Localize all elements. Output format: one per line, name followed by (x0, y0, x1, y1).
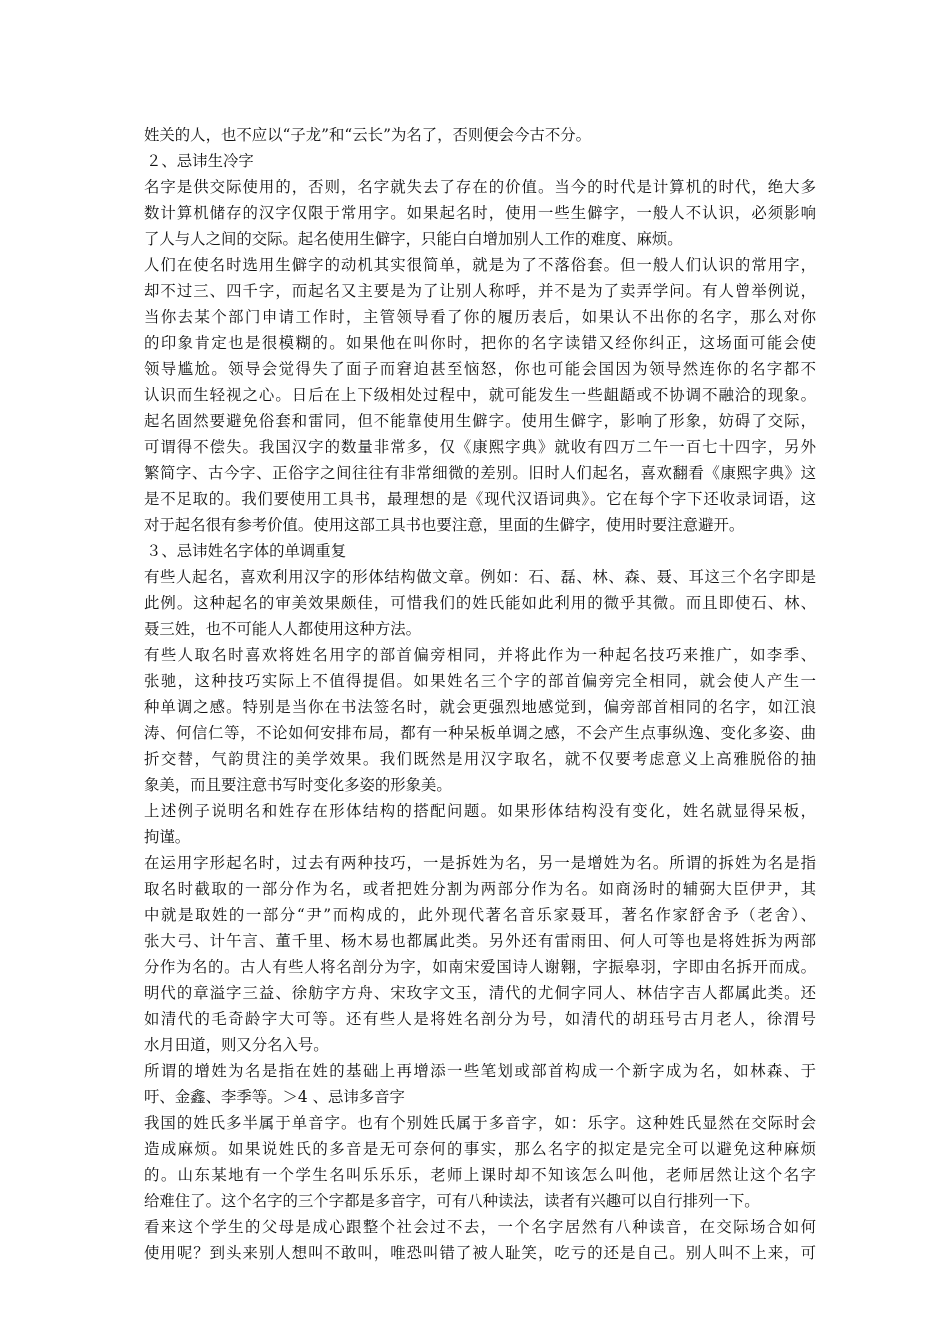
paragraph-line: 所谓的增姓为名是指在姓的基础上再增添一些笔划或部首构成一个新字成为名，如林森、于 (144, 1062, 816, 1080)
paragraph-line: 聂三姓，也不可能人人都使用这种方法。 (144, 620, 422, 638)
paragraph-line: 象美，而且要注意书写时变化多姿的形象美。 (144, 776, 452, 794)
paragraph-line: 的。山东某地有一个学生名叫乐乐乐，老师上课时却不知该怎么叫他，老师居然让这个名字 (144, 1166, 816, 1184)
paragraph-line: 繁简字、古今字、正俗字之间往往有非常细微的差别。旧时人们起名，喜欢翻看《康熙字典》这 (144, 464, 816, 482)
paragraph-line: 明代的章溢字三益、徐舫字方舟、宋玫字文玉，清代的尤侗字同人、林佶字吉人都属此类。还 (144, 984, 816, 1002)
paragraph-line: 造成麻烦。如果说姓氏的多音是无可奈何的事实，那么名字的拟定是完全可以避免这种麻烦 (144, 1140, 816, 1158)
paragraph-line: 中就是取姓的一部分“尹”而构成的，此外现代著名音乐家聂耳，著名作家舒舍予（老舍）、 (144, 906, 816, 924)
paragraph-line: 张驰，这种技巧实际上不值得提倡。如果姓名三个字的部首偏旁完全相同，就会使人产生一 (144, 672, 816, 690)
paragraph-line: 认识而生轻视之心。日后在上下级相处过程中，就可能发生一些龃龉或不协调不融洽的现象。 (144, 386, 816, 404)
paragraph-line: 有些人起名，喜欢利用汉字的形体结构做文章。例如：石、磊、林、森、聂、耳这三个名字即是 (144, 568, 816, 586)
paragraph-line: 当你去某个部门申请工作时，主管领导看了你的履历表后，如果认不出你的名字，那么对你 (144, 308, 816, 326)
section-heading: ２、忌讳生冷字 (146, 152, 254, 170)
paragraph-line: 涛、何信仁等，不论如何安排布局，都有一种呆板单调之感，不会产生点事纵逸、变化多姿、曲 (144, 724, 816, 742)
paragraph-line: 起名固然要避免俗套和雷同，但不能靠使用生僻字。使用生僻字，影响了形象，妨碍了交际， (144, 412, 816, 430)
paragraph-line: 取名时截取的一部分作为名，或者把姓分割为两部分作为名。如商汤时的辅弼大臣伊尹，其 (144, 880, 816, 898)
paragraph-line: 看来这个学生的父母是成心跟整个社会过不去，一个名字居然有八种读音，在交际场合如何 (144, 1218, 816, 1236)
paragraph-line: 在运用字形起名时，过去有两种技巧，一是拆姓为名，另一是增姓为名。所谓的拆姓为名是指 (144, 854, 816, 872)
paragraph-line: 给难住了。这个名字的三个字都是多音字，可有八种读法，读者有兴趣可以自行排列一下。 (144, 1192, 760, 1210)
paragraph-line: 有些人取名时喜欢将姓名用字的部首偏旁相同，并将此作为一种起名技巧来推广，如李季、 (144, 646, 816, 664)
paragraph-line: 却不过三、四千字，而起名又主要是为了让别人称呼，并不是为了卖弄学问。有人曾举例说， (144, 282, 816, 300)
paragraph-line: 如清代的毛奇龄字大可等。还有些人是将姓名剖分为号，如清代的胡珏号古月老人，徐渭号 (144, 1010, 816, 1028)
paragraph-line: 使用呢？到头来别人想叫不敢叫，唯恐叫错了被人耻笑，吃亏的还是自己。别人叫不上来，可 (144, 1244, 816, 1262)
paragraph-line: 此例。这种起名的审美效果颇佳，可惜我们的姓氏能如此利用的微乎其微。而且即使石、林、 (144, 594, 816, 612)
paragraph-line: 名字是供交际使用的，否则，名字就失去了存在的价值。当今的时代是计算机的时代，绝大多 (144, 178, 816, 196)
paragraph-line: 吁、金鑫、李季等。＞4 、忌讳多音字 (144, 1088, 405, 1106)
paragraph-line: 了人与人之间的交际。起名使用生僻字，只能白白增加别人工作的难度、麻烦。 (144, 230, 683, 248)
paragraph-line: 是不足取的。我们要使用工具书，最理想的是《现代汉语词典》。它在每个字下还收录词语，这 (144, 490, 816, 508)
document-page (144, 122, 816, 1266)
paragraph-line: 数计算机储存的汉字仅限于常用字。如果起名时，使用一些生僻字，一般人不认识，必须影响 (144, 204, 816, 222)
paragraph-line: 可谓得不偿失。我国汉字的数量非常多，仅《康熙字典》就收有四万二午一百七十四字，另外 (144, 438, 816, 456)
paragraph-line: 的印象肯定也是很模糊的。如果他在叫你时，把你的名字读错又经你纠正，这场面可能会使 (144, 334, 816, 352)
paragraph-line: 拘谨。 (144, 828, 191, 846)
paragraph-line: 种单调之感。特别是当你在书法签名时，就会更强烈地感觉到，偏旁部首相同的名字，如江浪 (144, 698, 816, 716)
paragraph-line: 张大弓、计午言、董千里、杨木易也都属此类。另外还有雷雨田、何人可等也是将姓拆为两部 (144, 932, 816, 950)
paragraph-line: 领导尴尬。领导会觉得失了面子而窘迫甚至恼怒，你也可能会国因为领导然连你的名字都不 (144, 360, 816, 378)
paragraph-line: 姓关的人，也不应以“子龙”和“云长”为名了，否则便会今古不分。 (144, 126, 592, 144)
paragraph-line: 我国的姓氏多半属于单音字。也有个别姓氏属于多音字，如：乐字。这种姓氏显然在交际时会 (144, 1114, 816, 1132)
paragraph-line: 人们在使名时选用生僻字的动机其实很简单，就是为了不落俗套。但一般人们认识的常用字， (144, 256, 816, 274)
section-heading: ３、忌讳姓名字体的单调重复 (146, 542, 347, 560)
paragraph-line: 上述例子说明名和姓存在形体结构的搭配问题。如果形体结构没有变化，姓名就显得呆板， (144, 802, 816, 820)
paragraph-line: 折交替，气韵贯注的美学效果。我们既然是用汉字取名，就不仅要考虑意义上高雅脱俗的抽 (144, 750, 816, 768)
paragraph-line: 水月田道，则又分名入号。 (144, 1036, 329, 1054)
paragraph-line: 对于起名很有参考价值。使用这部工具书也要注意，里面的生僻字，使用时要注意避开。 (144, 516, 745, 534)
paragraph-line: 分作为名的。古人有些人将名剖分为字，如南宋爱国诗人谢翱，字振皋羽，字即由名拆开而成。 (144, 958, 816, 976)
